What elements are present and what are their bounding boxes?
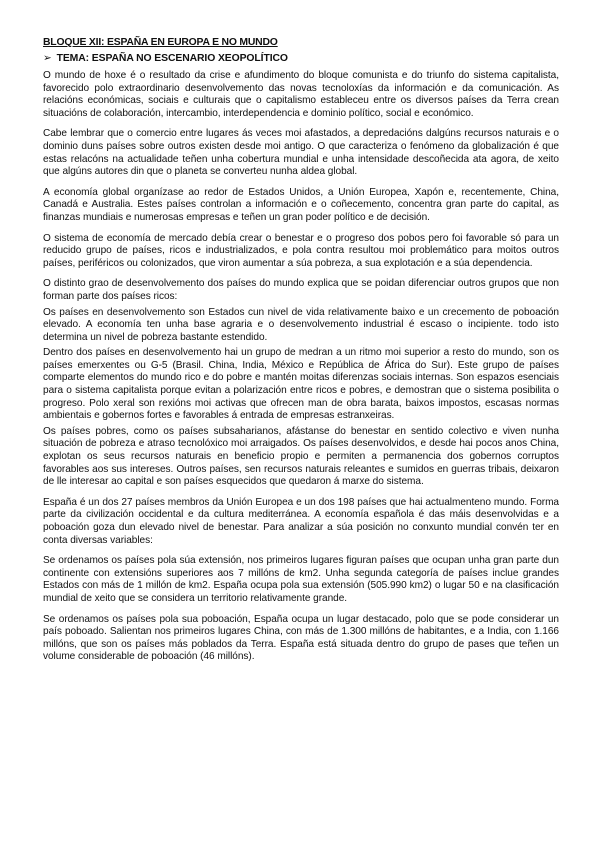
paragraph-developing-countries: Os países en desenvolvemento son Estados cun nivel de vida relativamente baixo e un crecemento de poboación elevado. A economía ten unha base agraria e o desenvolvemento industrial é escaso o incipiente. todo isto determina un nivel de pobreza bastante estendido. bbox=[43, 306, 559, 343]
paragraph-intro: O mundo de hoxe é o resultado da crise e afundimento do bloque comunista e do triunfo do sistema capitalista, favorecido polo extraordinario desenvolvemento das novas tecnoloxías da información e da comunicación. As relacións económicas, sociais e culturais que o capitalismo estableceu entre os diversos países da Terra crean situacións de colaboración, intercambio, interdependencia e dominio político, social e económico. bbox=[43, 70, 559, 119]
arrow-bullet-icon: ➢ bbox=[43, 53, 52, 64]
document-heading: BLOQUE XII: ESPAÑA EN EUROPA E NO MUNDO bbox=[43, 37, 278, 48]
paragraph-global-economy: A economía global organízase ao redor de Estados Unidos, a Unión Europea, Xapón e, recentemente, China, Canadá e Australia. Estes países controlan a información e o coñecemento, concentra gran parte do capital, as finanzas mundiais e numerosas empresas e teñen un gran poder político e de decisión. bbox=[43, 186, 559, 223]
paragraph-poor-countries: Os países pobres, como os países subsaharianos, afástanse do benestar en sentido colectivo e viven nunha situación de pobreza e atraso tecnolóxico moi arraigados. Os países desenvolvidos, e desde hai pocos anos China, explotan os seus recursos naturais en beneficio propio e permiten a permanencia dos gobernos corruptos favorables aos sus intereses. Outros países, sen recursos naturais releantes e sumidos en guerras tribais, deixaron de lle interesar ao capital e son países esquecidos que quedaron á marxe do sistema. bbox=[43, 425, 559, 488]
paragraph-globalization: Cabe lembrar que o comercio entre lugares ás veces moi afastados, a depredacións dalgúns recursos naturais e o dominio duns países sobre outros existen desde moi antigo. O que caracteriza o fenómeno da globalización é que estas relacóns na actualidade teñen unha cobertura mundial e unha intensidade descoñecida ata agora, de xeito que algúns autores din que o planeta se converteu nunha aldea global. bbox=[43, 128, 559, 178]
paragraph-population: Se ordenamos os países pola sua poboación, España ocupa un lugar destacado, polo que se pode considerar un país poboado. Salientan nos primeiros lugares China, con más de 1.300 millóns de habitantes, e a India, con 1.166 millóns, que son os países más poblados da Terra. España está situada dentro do grupo de pases que teñen un volume considerable de poboación (46 millóns). bbox=[43, 613, 559, 663]
topic-title-text: TEMA: ESPAÑA NO ESCENARIO XEOPOLÍTICO bbox=[56, 53, 288, 64]
paragraph-extension: Se ordenamos os países pola súa extensión, nos primeiros lugares figuran países que ocupan unha gran parte dun continente con extensións superiores aos 7 millóns de km2. Unha segunda categoría de países inclue grandes Estados con más de 1 millón de km2. España ocupa pola sua extensión (505.990 km2) o lugar 50 e na clasificación mundial de xeito que se considera un territorio relativamente grande. bbox=[43, 555, 559, 604]
topic-title bbox=[43, 52, 559, 66]
paragraph-spain-eu: España é un dos 27 países membros da Unión Europea e un dos 198 países que hai actualmenteno mundo. Forma parte da civilización occidental e da cultura mediterránea. A economía española é das máis desenvolvidas e a poboación goza dun elevado nivel de benestar. Para analizar a súa posición no conxunto mundial convén ter en conta diversas variables: bbox=[43, 496, 559, 546]
paragraph-emerging-countries: Dentro dos países en desenvolvemento hai un grupo de medran a un ritmo moi superior a resto do mundo, son os países emerxentes ou G-5 (Brasil. China, India, México e República de África do Sur). Este grupo de países comparte elementos do mundo rico e do pobre e mantén moitas diferenzas sociais internas. Son espazos esenciais para o sistema capitalista porque evitan a polarización entre ricos e pobres, e demostran que o sistema posibilita o progreso. Polo xeral son rexións moi activas que ofrecen man de obra barata, baixos impostos, escasas normas ambientais e gobernos fortes e favorables á entrada de empresas estranxeiras. bbox=[43, 347, 559, 422]
paragraph-market-economy: O sistema de economía de mercado debía crear o benestar e o progreso dos pobos pero foi favorable só para un reducido grupo de países, ricos e industrializados, e pola contra resultou moi problemático para moitos outros países, periféricos ou colonizados, que viron aumentar a súa pobreza, a sua explotación e a súa dependencia. bbox=[43, 232, 559, 269]
document-page bbox=[43, 36, 559, 672]
paragraph-development-groups: O distinto grao de desenvolvemento dos países do mundo explica que se poidan diferenciar outros grupos que non forman parte dos países ricos: bbox=[43, 278, 559, 302]
